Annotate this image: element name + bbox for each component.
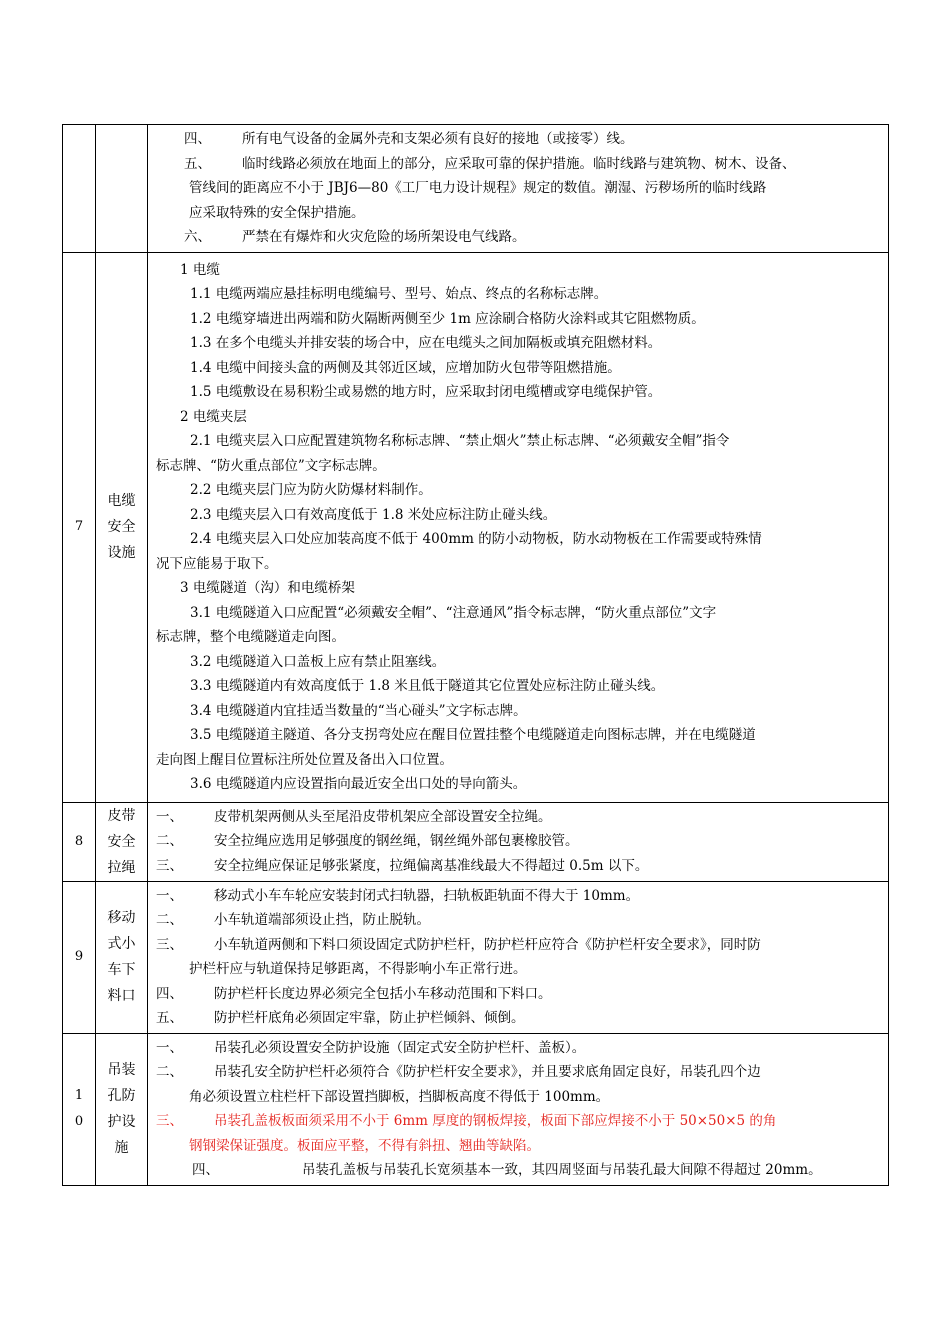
list-item: 2.2 电缆夹层门应为防火防爆材料制作。 <box>190 482 432 498</box>
table-row <box>63 1033 889 1185</box>
list-item: 1.2 电缆穿墙进出两端和防火隔断两侧至少 1m 应涂刷合格防火涂料或其它阻燃物质。 <box>190 310 705 327</box>
list-item: 标志牌、“防火重点部位”文字标志牌。 <box>156 457 386 474</box>
list-item: 2.4 电缆夹层入口处应加装高度不低于 400mm 的防小动物板，防水动物板在工作需要或特殊情 <box>190 531 762 547</box>
list-item: 六、 严禁在有爆炸和火灾危险的场所架设电气线路。 <box>184 229 526 245</box>
list-item: 管线间的距离应不小于 JBJ6—80《工厂电力设计规程》规定的数值。潮湿、污秽场所的临时线路 <box>189 180 767 196</box>
list-item: 2.1 电缆夹层入口应配置建筑物名称标志牌、“禁止烟火”禁止标志牌、“必须戴安全帽”指令 <box>190 433 730 449</box>
list-item: 3.5 电缆隧道主隧道、各分支拐弯处应在醒目位置挂整个电缆隧道走向图标志牌，并在电缆隧道 <box>190 727 756 743</box>
list-item: 四、 所有电气设备的金属外壳和支架必须有良好的接地（或接零）线。 <box>184 131 634 147</box>
list-item: 1.3 在多个电缆头并排安装的场合中，应在电缆头之间加隔板或填充阻燃材料。 <box>190 335 662 351</box>
row-content <box>148 1033 889 1185</box>
list-item: 一、 移动式小车车轮应安装封闭式扫轨器，扫轨板距轨面不得大于 10mm。 <box>156 887 640 904</box>
list-item: 走向图上醒目位置标注所处位置及备出入口位置。 <box>156 751 453 768</box>
row-name: 吊装孔防护设施 <box>96 1033 148 1185</box>
list-item: 二、 安全拉绳应选用足够强度的钢丝绳，钢丝绳外部包裹橡胶管。 <box>156 833 579 850</box>
table-row <box>63 881 889 1033</box>
list-item: 1.1 电缆两端应悬挂标明电缆编号、型号、始点、终点的名称标志牌。 <box>190 286 608 302</box>
safety-table <box>62 124 889 1186</box>
list-item: 五、 防护栏杆底角必须固定牢靠，防止护栏倾斜、倾倒。 <box>156 1010 525 1026</box>
list-item: 3.1 电缆隧道入口应配置“必须戴安全帽”、“注意通风”指令标志牌，“防火重点部位”文字 <box>190 604 717 621</box>
list-item: 三、 小车轨道两侧和下料口须设固定式防护栏杆，防护栏杆应符合《防护栏杆安全要求》，同时防 <box>156 936 761 953</box>
row-name <box>96 125 148 253</box>
list-item: 三、 安全拉绳应保证足够张紧度，拉绳偏离基准线最大不得超过 0.5m 以下。 <box>156 857 649 874</box>
row-content <box>148 125 889 253</box>
list-item-highlighted: 三、 吊装孔盖板板面须采用不小于 6mm 厚度的钢板焊接，板面下部应焊接不小于 50×50×5 的角 <box>156 1113 777 1129</box>
list-item: 二、 吊装孔安全防护栏杆必须符合《防护栏杆安全要求》，并且要求底角固定良好，吊装孔四个边 <box>156 1064 761 1080</box>
row-number <box>63 125 96 253</box>
list-item: 况下应能易于取下。 <box>156 555 278 572</box>
list-item: 1.5 电缆敷设在易积粉尘或易燃的地方时，应采取封闭电缆槽或穿电缆保护管。 <box>190 384 662 400</box>
list-item: 四、 吊装孔盖板与吊装孔长宽须基本一致，其四周竖面与吊装孔最大间隙不得超过 20mm。 <box>192 1162 822 1178</box>
row-number: 10 <box>63 1033 96 1185</box>
row-name: 移动式小车下料口 <box>96 881 148 1033</box>
table-row <box>63 252 889 802</box>
list-item: 标志牌，整个电缆隧道走向图。 <box>156 629 345 645</box>
section-heading: 3 电缆隧道（沟）和电缆桥架 <box>180 580 355 596</box>
row-number: 8 <box>63 802 96 881</box>
list-item: 3.3 电缆隧道内有效高度低于 1.8 米且低于隧道其它位置处应标注防止碰头线。 <box>190 678 665 694</box>
row-name: 电缆安全设施 <box>96 252 148 802</box>
table-row <box>63 125 889 253</box>
table-row <box>63 802 889 881</box>
row-name: 皮带安全拉绳 <box>96 802 148 881</box>
row-number: 9 <box>63 881 96 1033</box>
list-item: 一、 皮带机架两侧从头至尾沿皮带机架应全部设置安全拉绳。 <box>156 808 552 825</box>
list-item: 一、 吊装孔必须设置安全防护设施（固定式安全防护栏杆、盖板）。 <box>156 1039 586 1056</box>
list-item: 二、 小车轨道端部须设止挡，防止脱轨。 <box>156 912 430 928</box>
list-item: 1.4 电缆中间接头盒的两侧及其邻近区域，应增加防火包带等阻燃措施。 <box>190 359 621 376</box>
list-item: 五、 临时线路必须放在地面上的部分，应采取可靠的保护措施。临时线路与建筑物、树木、设备、 <box>184 155 796 172</box>
list-item: 3.4 电缆隧道内宜挂适当数量的“当心碰头”文字标志牌。 <box>190 702 527 719</box>
list-item: 角必须设置立柱栏杆下部设置挡脚板，挡脚板高度不得低于 100mm。 <box>189 1088 610 1105</box>
list-item: 护栏杆应与轨道保持足够距离，不得影响小车正常行进。 <box>189 961 527 977</box>
row-number: 7 <box>63 252 96 802</box>
list-item: 应采取特殊的安全保护措施。 <box>189 204 365 221</box>
section-heading: 2 电缆夹层 <box>180 408 247 425</box>
list-item: 四、 防护栏杆长度边界必须完全包括小车移动范围和下料口。 <box>156 985 552 1002</box>
row-content <box>148 802 889 881</box>
list-item: 2.3 电缆夹层入口有效高度低于 1.8 米处应标注防止碰头线。 <box>190 506 557 523</box>
list-item-highlighted: 钢钢梁保证强度。板面应平整，不得有斜扭、翘曲等缺陷。 <box>189 1137 540 1154</box>
list-item: 3.2 电缆隧道入口盖板上应有禁止阻塞线。 <box>190 653 446 670</box>
section-heading: 1 电缆 <box>180 261 220 278</box>
row-content <box>148 252 889 802</box>
list-item: 3.6 电缆隧道内应设置指向最近安全出口处的导向箭头。 <box>190 776 527 792</box>
row-content <box>148 881 889 1033</box>
